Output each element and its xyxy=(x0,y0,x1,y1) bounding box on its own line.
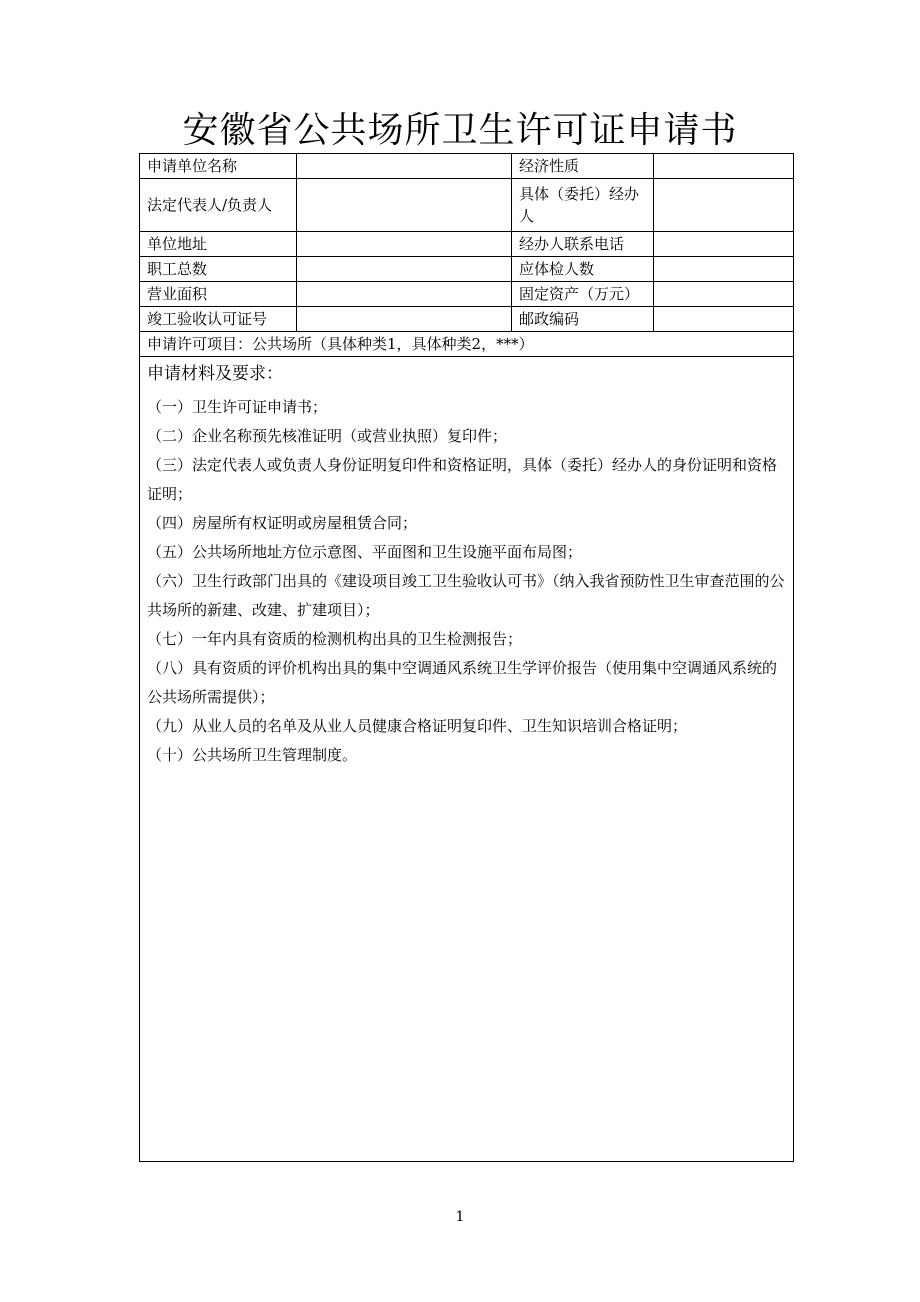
form-row-materials xyxy=(140,357,794,1162)
field-applicant-name[interactable] xyxy=(297,154,512,179)
field-postal-code[interactable] xyxy=(654,307,794,332)
field-legal-representative[interactable] xyxy=(297,179,512,232)
field-economic-nature[interactable] xyxy=(654,154,794,179)
license-items-text: 申请许可项目：公共场所（具体种类1，具体种类2，***） xyxy=(140,332,794,357)
materials-heading: 申请材料及要求： xyxy=(147,364,283,384)
form-row-address xyxy=(140,232,794,257)
field-acceptance-number[interactable] xyxy=(297,307,512,332)
label-business-area: 营业面积 xyxy=(140,282,297,307)
form-row-applicant-name xyxy=(140,154,794,179)
material-item: （七）一年内具有资质的检测机构出具的卫生检测报告； xyxy=(147,630,523,648)
label-applicant-name: 申请单位名称 xyxy=(140,154,297,179)
label-exam-count: 应体检人数 xyxy=(512,257,654,282)
application-form-table xyxy=(139,153,794,1162)
form-row-license-items xyxy=(140,332,794,357)
label-postal-code: 邮政编码 xyxy=(512,307,654,332)
label-economic-nature: 经济性质 xyxy=(512,154,654,179)
material-item: （六）卫生行政部门出具的《建设项目竣工卫生验收认可书》（纳入我省预防性卫生审查范围的公共场所的新建、改建、扩建项目）； xyxy=(147,572,785,619)
material-item: （四）房屋所有权证明或房屋租赁合同； xyxy=(147,514,418,532)
field-agent-phone[interactable] xyxy=(654,232,794,257)
material-item: （九）从业人员的名单及从业人员健康合格证明复印件、卫生知识培训合格证明； xyxy=(147,717,688,735)
page-number: 1 xyxy=(455,1209,465,1225)
material-item: （二）企业名称预先核准证明（或营业执照）复印件； xyxy=(147,427,508,445)
label-agent-phone: 经办人联系电话 xyxy=(512,232,654,257)
form-row-legal-representative xyxy=(140,179,794,232)
material-item: （三）法定代表人或负责人身份证明复印件和资格证明，具体（委托）经办人的身份证明和资格证明； xyxy=(147,456,778,503)
label-agent: 具体（委托）经办人 xyxy=(512,179,654,232)
field-agent[interactable] xyxy=(654,179,794,232)
material-item: （一）卫生许可证申请书； xyxy=(147,398,328,416)
field-staff-total[interactable] xyxy=(297,257,512,282)
form-row-staff-total xyxy=(140,257,794,282)
material-item: （十）公共场所卫生管理制度。 xyxy=(147,746,358,764)
material-item: （五）公共场所地址方位示意图、平面图和卫生设施平面布局图； xyxy=(147,543,583,561)
document-title: 安徽省公共场所卫生许可证申请书 xyxy=(182,110,738,151)
label-legal-representative: 法定代表人/负责人 xyxy=(140,179,297,232)
material-item: （八）具有资质的评价机构出具的集中空调通风系统卫生学评价报告（使用集中空调通风系统的公共场所需提供）； xyxy=(147,659,778,706)
field-business-area[interactable] xyxy=(297,282,512,307)
field-exam-count[interactable] xyxy=(654,257,794,282)
label-fixed-assets: 固定资产（万元） xyxy=(512,282,654,307)
form-row-acceptance-number xyxy=(140,307,794,332)
field-address[interactable] xyxy=(297,232,512,257)
form-row-business-area xyxy=(140,282,794,307)
field-fixed-assets[interactable] xyxy=(654,282,794,307)
label-acceptance-number: 竣工验收认可证号 xyxy=(140,307,297,332)
label-address: 单位地址 xyxy=(140,232,297,257)
label-staff-total: 职工总数 xyxy=(140,257,297,282)
materials-cell xyxy=(140,357,794,1162)
